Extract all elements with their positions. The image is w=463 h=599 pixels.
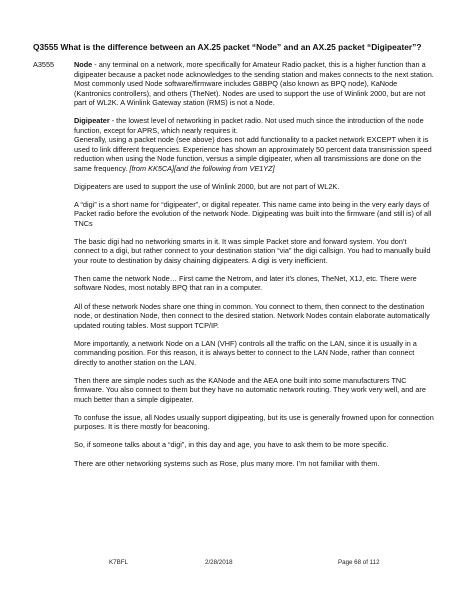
term-digipeater: Digipeater (74, 116, 110, 126)
paragraph: A “digi” is a short name for “digipeater”, or digital repeater. This name came into being in the very early days of Packet radio before the evolution of the network Node. Digipeating was built into the firmware (and still is) of all TNCs (74, 199, 432, 228)
answer-body (74, 60, 434, 477)
paragraph-digipeater (74, 116, 434, 173)
paragraph: All of these network Nodes share one thing in common. You connect to them, then connect to the destination node, or destination Node, then connect to the desired station. Network Nodes contain elaborate automatically updated routing tables. Most support TCP/IP. (74, 301, 430, 330)
paragraph: To confuse the issue, all Nodes usually support digipeating, but its use is generally frowned upon for connection purposes. It is there mostly for beaconing. (74, 412, 434, 432)
paragraph: More importantly, a network Node on a LAN (VHF) controls all the traffic on the LAN, since it is usually in a commanding position. For this reason, it is always better to connect to the LAN Node, rather than connect directly to another station on the LAN. (74, 338, 417, 367)
footer-author: K7BFL (109, 559, 128, 566)
paragraph: Then there are simple nodes such as the KANode and the AEA one built into some manufacturers TNC firmware. You also connect to them but they have no automatic network routing. They work very well, and are much better than a simple digipeater. (74, 375, 426, 404)
answer-id: A3555 (33, 60, 55, 69)
paragraph: There are other networking systems such as Rose, plus many more. I’m not familiar with them. (74, 458, 380, 468)
footer-page-number: Page 68 of 112 (338, 559, 380, 566)
paragraph-text: - the lowest level of networking in packet radio. Not used much since the introduction of the node function, except for APRS, which nearly requires it. (74, 116, 424, 135)
paragraph: The basic digi had no networking smarts in it. It was simple Packet store and forward system. You don’t connect to a digi, but rather connect to your destination station “via” the digi callsign. You had to manually build your route to destination by daisy chaining digipeaters. A digi is very inefficient. (74, 236, 431, 265)
paragraph-node (74, 60, 434, 108)
footer-date: 2/28/2018 (205, 559, 233, 566)
paragraph: Digipeaters are used to support the use of Winlink 2000, but are not part of WL2K. (74, 181, 340, 191)
source-citation: [from KK5CA][and the following from VE1YZ] (129, 163, 275, 173)
term-node: Node (74, 60, 93, 69)
question-heading: Q3555 What is the difference between an AX.25 packet “Node” and an AX.25 packet “Digipeater”? (33, 42, 422, 52)
paragraph: Then came the network Node… First came the Netrom, and later it’s clones, TheNet, X1J, etc. There were software Nodes, most notably BPQ that ran in a computer. (74, 273, 417, 293)
paragraph: So, if someone talks about a “digi”, in this day and age, you have to ask them to be more specific. (74, 440, 389, 450)
paragraph-text: - any terminal on a network, more specifically for Amateur Radio packet, this is a higher function than a digipeater because a packet node acknowledges to the sending station and makes connects to the next station. Most commonly used Node software/firmware includes G8BPQ (also known as BPQ node), KaNode (Kantronics controllers), and others (TheNet). Nodes are used to support the use of Winlink 2000, but are not part of WL2K. A Winlink Gateway station (RMS) is not a Node. (74, 60, 434, 107)
paragraph-text: Generally, using a packet node (see above) does not add functionality to a packet network EXCEPT when it is used to link different frequencies. Experience has shown an approximately 50 percent data transmission speed reduction when using the Node function, versus a simple digipeater, when all transmissions are done on the same frequency. (74, 135, 432, 173)
